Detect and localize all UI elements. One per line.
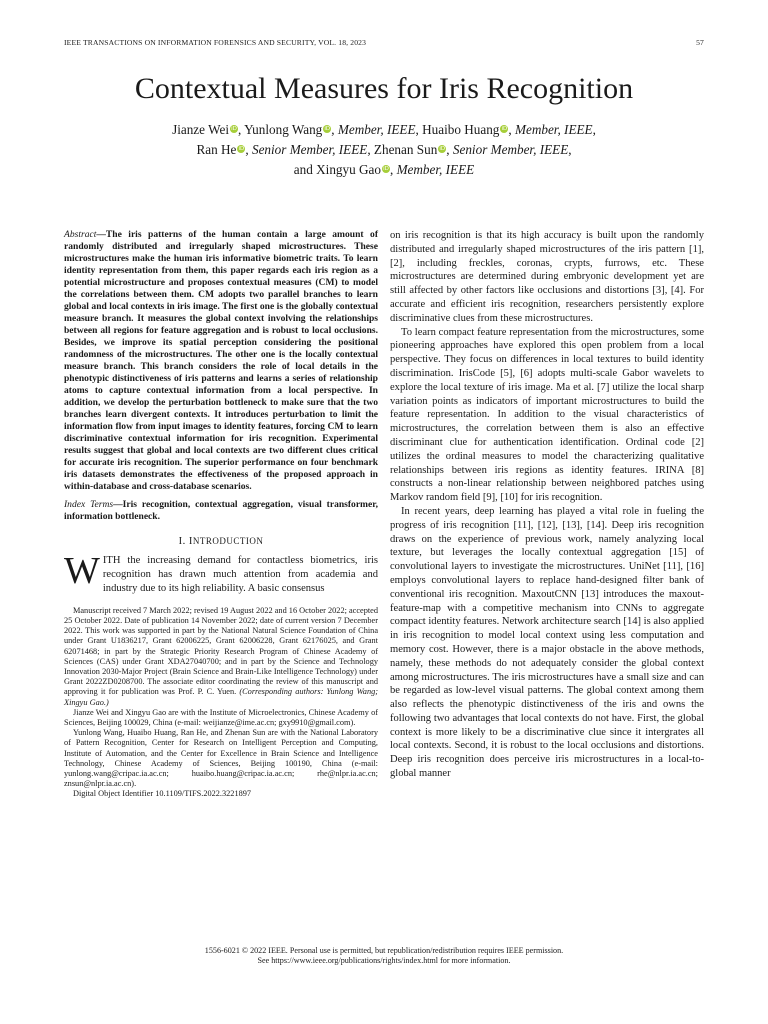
right-column xyxy=(390,229,704,781)
index-terms-label: Index Terms xyxy=(64,498,114,510)
orcid-icon[interactable]: iD xyxy=(439,146,446,152)
author-role: Member, IEEE xyxy=(396,162,475,177)
author-role: Member, IEEE xyxy=(514,122,593,137)
orcid-icon[interactable]: iD xyxy=(238,146,245,152)
author-line-1: Jianze Wei iD, Yunlong Wang iD, Member, IEEE, Huaibo Huang iD, Member, IEEE, xyxy=(172,122,596,137)
footnote-doi: Digital Object Identifier 10.1109/TIFS.2022.3221897 xyxy=(73,789,252,799)
rights-link-line[interactable]: See https://www.ieee.org/publications/rights/index.html for more information. xyxy=(257,956,511,966)
author-role: Senior Member, IEEE xyxy=(251,142,368,157)
author-list xyxy=(60,120,708,180)
copyright-footer xyxy=(64,946,704,967)
intro-paragraph xyxy=(64,550,378,595)
author-name: Jianze Wei xyxy=(172,122,229,137)
index-terms: Index Terms—Iris recognition, contextual aggregation, visual transformer, information bottleneck. xyxy=(64,498,378,522)
copyright-line: 1556-6021 © 2022 IEEE. Personal use is permitted, but republication/redistribution requires IEEE permission. xyxy=(204,946,564,955)
author-name: Xingyu Gao xyxy=(316,162,381,177)
body-paragraph: on iris recognition is that its high accuracy is built upon the randomly distributed and irregularly shaped microstructures of the iris pattern [1], [2], including freckles, coronas, crypts, furrows, etc. These microstructures are determined during embryonic development yet are still affected by other factors like occlusions and distortions [3], [4]. For accurate and efficient iris recognition, researchers persistently explore discriminative clues from these microstructures. xyxy=(390,230,704,324)
page-number: 57 xyxy=(696,38,704,47)
body-paragraph: To learn compact feature representation from the microstructures, some pioneering approaches have explored this open problem from a local perspective. They focus on differences in local textures to build identity discrimination. IrisCode [5], [6] adopts multi-scale Gabor wavelets to explore the local texture of iris image. Ma et al. [7] utilize the local sharp variation points as indicators of important microstructures to build the feature representation. In addition to the visual characteristics of microstructures, the correlation between them is also an effective discriminant clue for authentication identification. Ordinal code [2] utilizes the ordinal measures to model the characterizing qualitative relationships between iris regions as identity features. IRINA [8] constructs a non-linear relationship between neighbored patches using Markov random field [9], [10] for iris recognition. xyxy=(390,326,704,504)
abstract-label: Abstract xyxy=(64,229,97,240)
left-column xyxy=(64,229,378,800)
footnote-manuscript: Manuscript received 7 March 2022; revised 19 August 2022 and 16 October 2022; accepted 25 October 2022. Date of publication 14 November 2022; date of current version 7 December 2022. This work was supported in part by the National Natural Science Foundation of China under Grant U1836217, Grant 62006225, Grant 62006228, Grant 62176025, and Grant 62071468; in part by the Strategic Priority Research Program of Chinese Academy of Sciences (CAS) under Grant XDA27040700; and in part by the Science and Technology Innovation 2030-Major Project (Brain Science and Brain-Like Intelligence Technology) under Grant 2022ZD0208700. The associate editor coordinating the review of this manuscript and approving it for publication was Prof. P. C. Yuen. (Corresponding authors: Yunlong Wang; Xingyu Gao.) xyxy=(64,605,379,707)
author-role: Member, IEEE xyxy=(337,122,416,137)
author-name: Zhenan Sun xyxy=(373,142,438,157)
section-heading-introduction: I. INTRODUCTION xyxy=(178,535,264,547)
footnote-affiliation-1: Jianze Wei and Xingyu Gao are with the Institute of Microelectronics, Chinese Academy of Sciences, Beijing 100029, China (e-mail: weijianze@ime.ac.cn; gxy9910@gmail.com). xyxy=(64,707,378,728)
author-role: Senior Member, IEEE xyxy=(452,142,569,157)
abstract-text: The iris patterns of the human contain a large amount of randomly distributed and irregularly shaped microstructures. These microstructures make the human iris informative biometric traits. To learn identity representation from them, this paper regards each iris region as a potential microstructure and proposes contextual measures (CM) to model the correlations between them. CM adopts two parallel branches to learn global and local contexts in iris image. The first one is the globally contextual measure branch. It measures the global context involving the relationships between all regions for feature aggregation and is robust to local occlusions. Besides, we improve its spatial perception considering the positional randomness of the microstructures. The other one is the locally contextual measure branch. This branch considers the role of local details in the phenotypic distinctiveness of iris patterns and learns a series of relationship atoms to capture contextual information from a local perspective. In addition, we develop the perturbation bottleneck to make sure that the two branches learn divergent contexts. It introduces perturbation to limit the information flow from input images to identity features, forcing CM to learn discriminative contextual information for iris recognition. Experimental results suggest that global and local contexts are two different clues critical for accurate iris recognition. The superior performance on four benchmark iris datasets demonstrates the effectiveness of the proposed approach in within-database and cross-database scenarios. xyxy=(64,229,378,492)
paper-title: Contextual Measures for Iris Recognition xyxy=(134,72,634,105)
orcid-icon[interactable]: iD xyxy=(324,126,331,132)
journal-name: IEEE TRANSACTIONS ON INFORMATION FORENSICS AND SECURITY, VOL. 18, 2023 xyxy=(64,38,367,47)
author-prefix: and xyxy=(293,162,313,177)
running-header xyxy=(64,38,704,50)
index-terms-text: Iris recognition, contextual aggregation, visual transformer, information bottleneck. xyxy=(64,498,378,522)
author-name: Huaibo Huang xyxy=(422,122,500,137)
orcid-icon[interactable]: iD xyxy=(383,166,389,172)
body-paragraph: In recent years, deep learning has played a vital role in fueling the progress of iris recognition [11], [12], [13], [14]. Deep iris recognition draws on the experience of previous work, namely analyzing local texture, but leverages the locally contextual aggregation [15] of convolutional layers to investigate the microstructures. UniNet [11], [16] employs convolutional layers to replace hand-designed filter bank of conventional iris recognition. MaxoutCNN [13] introduces the maxout-feature-map with a competitive mechanism into CNNs to aggregate compact identity features. Network architecture search [14] is also applied in iris recognition to model local context using less computation and memory cost. However, there is a major obstacle in the above methods, namely, these methods do not adequately consider the global context among microstructures. The iris microstructures have a small size and can be regarded as low-level visual patterns. The global context among them also reflects the phenotypic distinctiveness of the iris and owns the following two advantages that local contexts do not have. First, the global context is more likely to be a discriminative clue since it intergrates all local contexts. Second, it is robust to the local occlusions and distortions. Deep iris recognition does perceive iris microstructures in a local-to-global manner xyxy=(390,505,704,780)
author-name: Ran He xyxy=(196,142,237,157)
author-name: Yunlong Wang xyxy=(244,122,323,137)
author-line-3: and Xingyu Gao iD, Member, IEEE xyxy=(293,162,475,177)
orcid-icon[interactable]: iD xyxy=(501,126,508,132)
intro-lead: ITH xyxy=(102,555,121,567)
abstract: Abstract—The iris patterns of the human contain a large amount of randomly distributed and irregularly shaped microstructures. These microstructures make the human iris informative biometric traits. To learn identity representation from them, this paper regards each iris region as a potential microstructure and proposes contextual measures (CM) to model the correlations between them. CM adopts two parallel branches to learn global and local contexts in iris image. The first one is the globally contextual measure branch. It measures the global context involving the relationships between all regions for feature aggregation and is robust to local occlusions. Besides, we improve its spatial perception considering the positional randomness of the microstructures. The other one is the locally contextual measure branch. This branch considers the role of local details in the phenotypic distinctiveness of iris patterns and learns a series of relationship atoms to capture contextual information from a local perspective. In addition, we develop the perturbation bottleneck to make sure that the two branches learn divergent contexts. It introduces perturbation to limit the information flow from input images to identity features, forcing CM to learn discriminative contextual information for iris recognition. Experimental results suggest that global and local contexts are two different clues critical for accurate iris recognition. The superior performance on four benchmark iris datasets demonstrates the effectiveness of the proposed approach in within-database and cross-database scenarios. xyxy=(64,229,378,492)
intro-text: the increasing demand for contactless biometrics, iris recognition has drawn much attention from academia and industry due to its high reliability. A basic consensus xyxy=(102,555,378,595)
footnote-affiliation-2: Yunlong Wang, Huaibo Huang, Ran He, and Zhenan Sun are with the National Laboratory of Pattern Recognition, Center for Research on Intelligent Perception and Computing, Institute of Automation, and the Center for Excellence in Brain Science and Intelligence Technology, Chinese Academy of Sciences, Beijing 100190, China (e-mail: yunlong.wang@cripac.ia.ac.cn; huaibo.huang@cripac.ia.ac.cn; rhe@nlpr.ia.ac.cn; znsun@nlpr.ia.ac.cn). xyxy=(64,728,378,789)
orcid-icon[interactable]: iD xyxy=(231,126,237,132)
drop-cap: W xyxy=(64,550,100,593)
author-line-2: Ran He iD, Senior Member, IEEE, Zhenan Sun iD, Senior Member, IEEE, xyxy=(196,142,572,157)
